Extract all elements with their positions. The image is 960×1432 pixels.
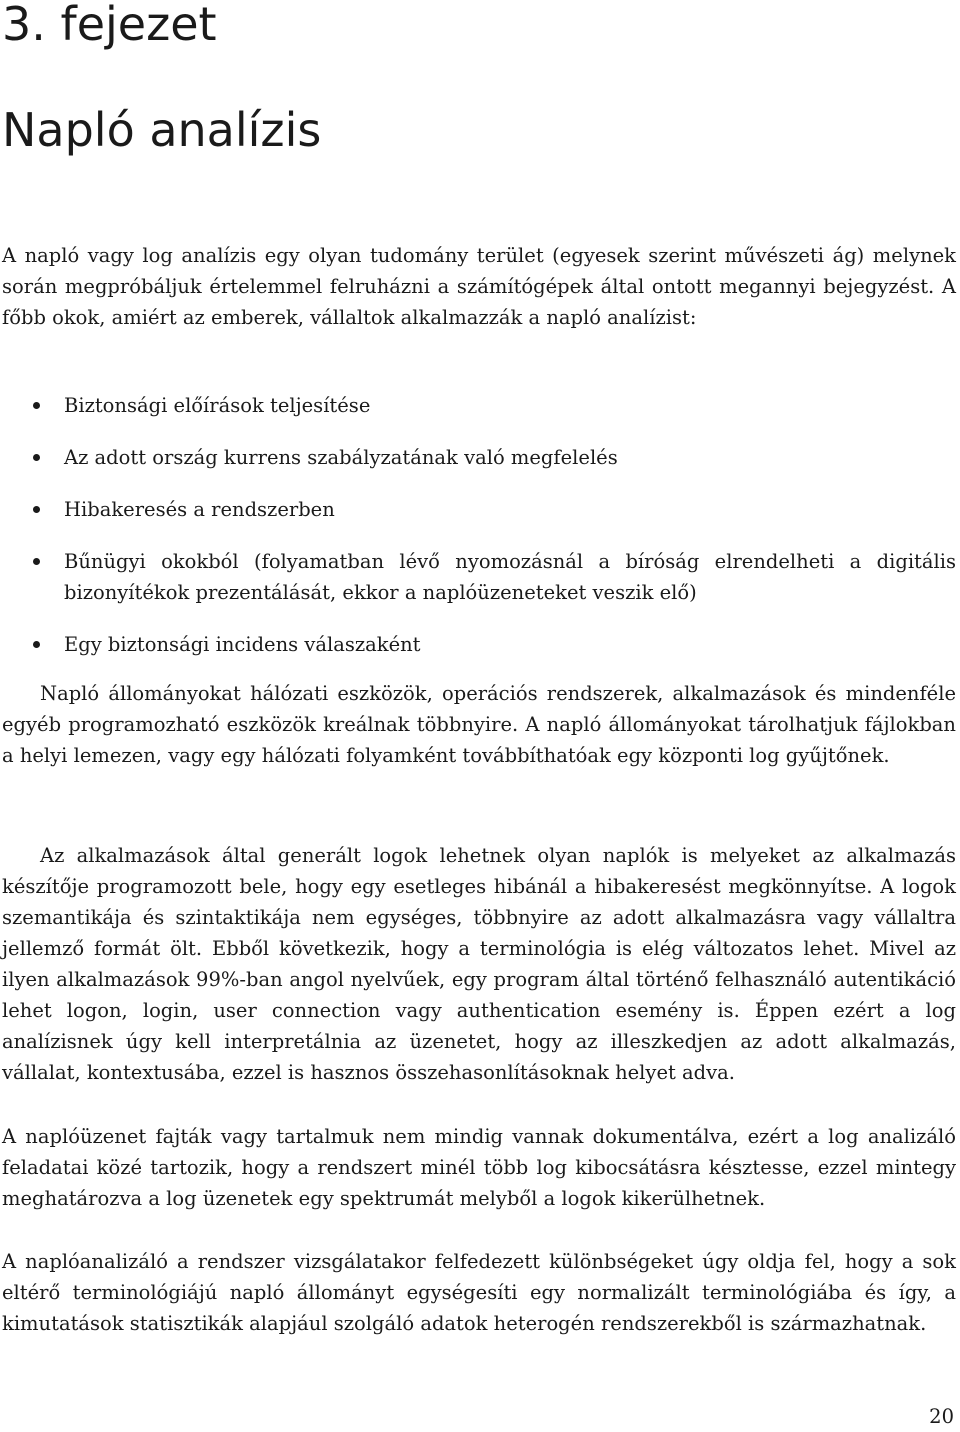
paragraph-normalization <box>2 1246 956 1339</box>
list-item <box>28 494 956 525</box>
list-item-text: Biztonsági előírások teljesítése <box>64 394 371 417</box>
chapter-title: Napló analízis <box>2 103 322 157</box>
list-item-text: Hibakeresés a rendszerben <box>64 498 335 521</box>
bullet-icon <box>33 454 40 461</box>
paragraph-log-sources <box>2 678 956 771</box>
list-item <box>28 629 956 660</box>
bullet-icon <box>33 641 40 648</box>
bullet-icon <box>33 506 40 513</box>
intro-paragraph: A napló vagy log analízis egy olyan tudomány terület (egyesek szerint művészeti ág) melynek során megpróbáljuk értelemmel felruházni a számítógépek által ontott megannyi bejegyzést. A főbb okok, amiért az emberek, vállaltok alkalmazzák a napló analízist: <box>2 244 956 329</box>
paragraph-text: Napló állományokat hálózati eszközök, operációs rendszerek, alkalmazások és mindenféle egyéb programozható eszközök kreálnak többnyire. A napló állományokat tárolhatjuk fájlokban a helyi lemezen, vagy egy hálózati folyamként továbbíthatóak egy központi log gyűjtőnek. <box>2 682 956 767</box>
list-item <box>28 442 956 473</box>
list-item-text: Egy biztonsági incidens válaszaként <box>64 633 421 656</box>
page-number: 20 <box>929 1405 954 1428</box>
bullet-icon <box>33 402 40 409</box>
paragraph-text: A naplóüzenet fajták vagy tartalmuk nem mindig vannak dokumentálva, ezért a log analizáló feladatai közé tartozik, hogy a rendszert minél több log kibocsátásra késztesse, ezzel mintegy meghatározva a log üzenetek egy spektrumát melyből a logok kikerülhetnek. <box>2 1125 956 1210</box>
list-item <box>28 390 956 421</box>
paragraph-log-semantics <box>2 840 956 1088</box>
list-item-text: Az adott ország kurrens szabályzatának való megfelelés <box>64 446 618 469</box>
list-item-text: Bűnügyi okokból (folyamatban lévő nyomozásnál a bíróság elrendelheti a digitális bizonyítékok prezentálását, ekkor a naplóüzeneteket veszik elő) <box>64 550 956 604</box>
chapter-label: 3. fejezet <box>2 0 217 51</box>
paragraph-text: Az alkalmazások által generált logok lehetnek olyan naplók is melyeket az alkalmazás készítője programozott bele, hogy egy esetleges hibánál a hibakeresést megkönnyítse. A logok szemantikája és szintaktikája nem egységes, többnyire az adott alkalmazásra vagy vállaltra jellemző formát ölt. Ebből következik, hogy a terminológia is elég változatos lehet. Mivel az ilyen alkalmazások 99%-ban angol nyelvűek, egy program által történő felhasználó autentikáció lehet logon, login, user connection vagy authentication esemény is. Éppen ezért a log analízisnek úgy kell interpretálnia az üzenetet, hogy az illeszkedjen az adott alkalmazás, vállalat, kontextusába, ezzel is hasznos összehasonlításoknak helyet adva. <box>2 844 956 1084</box>
list-item <box>28 546 956 608</box>
paragraph-log-types <box>2 1121 956 1214</box>
bullet-icon <box>33 558 40 565</box>
paragraph-text: A naplóanalizáló a rendszer vizsgálatakor felfedezett különbségeket úgy oldja fel, hogy a sok eltérő terminológiájú napló állományt egységesíti egy normalizált terminológiába és így, a kimutatások statisztikák alapjául szolgáló adatok heterogén rendszerekből is származhatnak. <box>2 1250 956 1335</box>
reasons-list <box>28 390 956 681</box>
